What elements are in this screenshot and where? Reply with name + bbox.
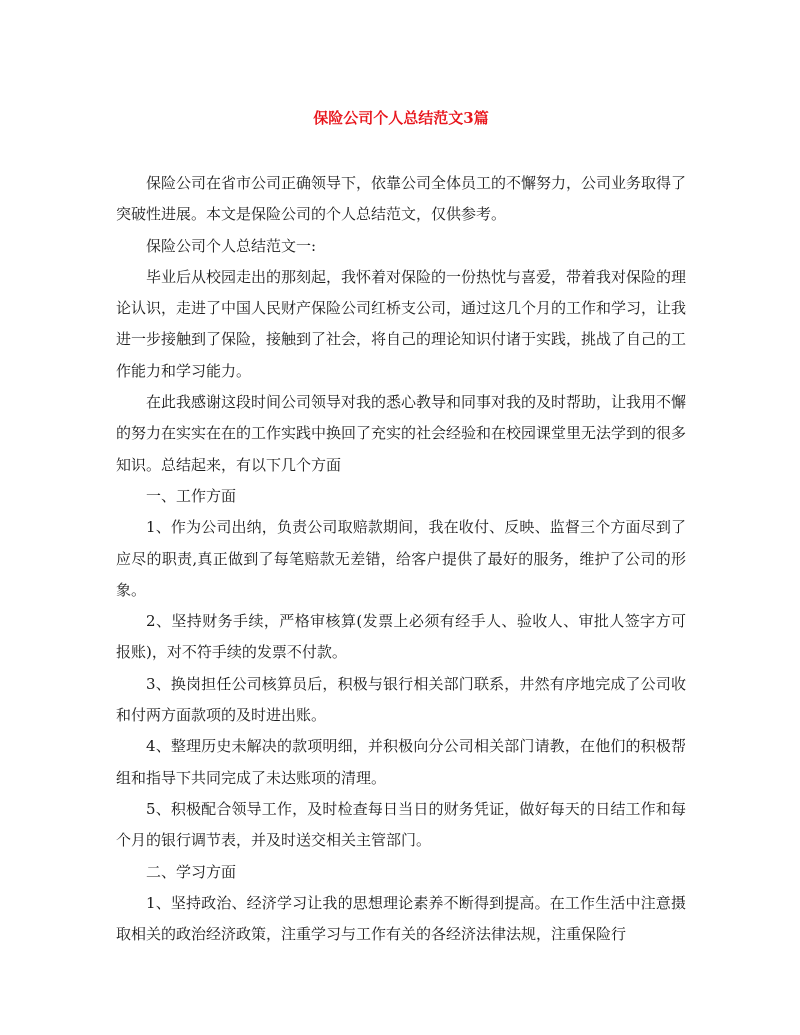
section-heading-work: 一、工作方面 xyxy=(146,486,237,505)
list-item: 5、积极配合领导工作，及时检查每日当日的财务凭证，做好每天的日结工作和每个月的银行调节表，并及时送交相关主管部门。 xyxy=(116,799,686,850)
document-title: 保险公司个人总结范文3篇 xyxy=(313,109,489,127)
document-body xyxy=(116,168,686,950)
list-item: 3、换岗担任公司核算员后，积极与银行相关部门联系，井然有序地完成了公司收和付两方面款项的及时进出账。 xyxy=(116,674,686,725)
list-item: 1、坚持政治、经济学习让我的思想理论素养不断得到提高。在工作生活中注意摄取相关的政治经济政策，注重学习与工作有关的各经济法律法规，注重保险行 xyxy=(116,893,686,944)
section-heading-study: 二、学习方面 xyxy=(146,862,237,881)
list-item: 1、作为公司出纳，负责公司取赔款期间，我在收付、反映、监督三个方面尽到了应尽的职责,真正做到了每笔赔款无差错，给客户提供了最好的服务，维护了公司的形象。 xyxy=(116,518,686,599)
paragraph: 毕业后从校园走出的那刻起，我怀着对保险的一份热忱与喜爱，带着我对保险的理论认识，走进了中国人民财产保险公司红桥支公司，通过这几个月的工作和学习，让我进一步接触到了保险，接触到了社会，将自己的理论知识付诸于实践，挑战了自己的工作能力和学习能力。 xyxy=(116,267,687,380)
paragraph-intro: 保险公司在省市公司正确领导下，依靠公司全体员工的不懈努力，公司业务取得了突破性进展。本文是保险公司的个人总结范文，仅供参考。 xyxy=(116,174,687,224)
list-item: 2、坚持财务手续，严格审核算(发票上必须有经手人、验收人、审批人签字方可报账)，对不符手续的发票不付款。 xyxy=(116,612,686,662)
paragraph: 在此我感谢这段时间公司领导对我的悉心教导和同事对我的及时帮助，让我用不懈的努力在实实在在的工作实践中换回了充实的社会经验和在校园课堂里无法学到的很多知识。总结起来，有以下几个方面 xyxy=(116,393,687,474)
paragraph-heading-sample-one: 保险公司个人总结范文一: xyxy=(146,236,317,255)
list-item: 4、整理历史未解决的款项明细，并积极向分公司相关部门请教，在他们的积极帮组和指导下共同完成了未达账项的清理。 xyxy=(116,737,686,787)
